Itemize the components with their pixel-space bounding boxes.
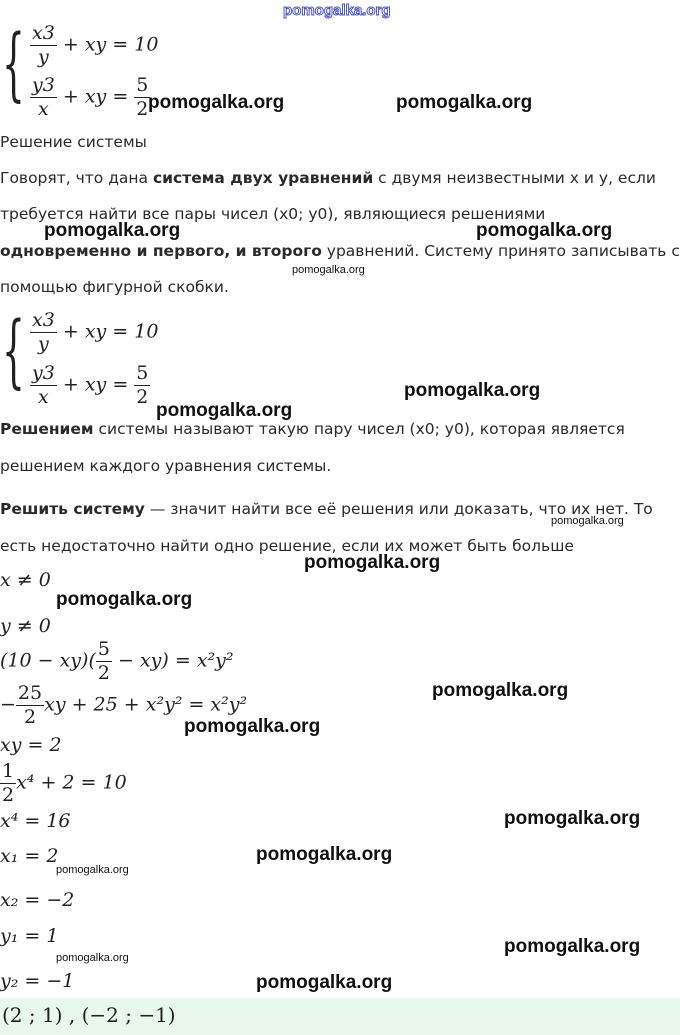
paragraph-line: помощью фигурной скобки. [0, 278, 229, 296]
paragraph-line: Говорят, что дана система двух уравнений с двумя неизвестными x и y, если [0, 169, 656, 187]
answer-text: (2 ; 1) , (−2 ; −1) [2, 1003, 176, 1027]
watermark-small[interactable]: pomogalka.org [292, 264, 365, 276]
curly-brace: { [2, 17, 25, 110]
watermark[interactable]: pomogalka.org [432, 680, 569, 701]
paragraph-line: Решением системы называют такую пару чисел (x0; y0), которая является [0, 420, 625, 438]
watermark[interactable]: pomogalka.org [156, 400, 293, 421]
paragraph-line: требуется найти все пары чисел (x0; y0), являющиеся решениями [0, 205, 546, 223]
watermark[interactable]: pomogalka.org [304, 552, 441, 573]
watermark[interactable]: pomogalka.org [396, 92, 533, 113]
watermark[interactable]: pomogalka.org [504, 936, 641, 957]
watermark[interactable]: pomogalka.org [504, 808, 641, 829]
system-eq2 [30, 76, 150, 119]
paragraph-line: одновременно и первого, и второго уравнений. Систему принято записывать с [0, 242, 680, 260]
answer-box [0, 998, 680, 1035]
step-x1: x₁ = 2 [0, 845, 59, 867]
step-x2: x₂ = −2 [0, 889, 75, 911]
eq2-mid: + xy = [62, 85, 129, 108]
paragraph-line: есть недостаточно найти одно решение, если их может быть больше [0, 537, 574, 555]
step-y-nonzero: y ≠ 0 [0, 615, 51, 637]
watermark[interactable]: pomogalka.org [44, 220, 181, 241]
watermark-top[interactable]: pomogalka.org [283, 2, 391, 19]
step-substitute: $\frac{1}{2}$ x⁴ + 2 = 10 [2, 760, 127, 806]
watermark[interactable]: pomogalka.org [404, 380, 541, 401]
step-product: (10 − xy)( $\frac{5}{2}$ − xy) = x²y² [0, 638, 234, 684]
step-y2: y₂ = −1 [0, 970, 75, 992]
step-y1: y₁ = 1 [0, 925, 59, 947]
watermark[interactable]: pomogalka.org [256, 972, 393, 993]
eq2-rnum: 5 [136, 74, 149, 96]
step-x-nonzero: x ≠ 0 [0, 569, 51, 591]
watermark[interactable]: pomogalka.org [256, 844, 393, 865]
step-expand: − $\frac{25}{2}$ xy + 25 + x²y² = x²y² [0, 682, 248, 728]
eq2-num: y3 [32, 74, 55, 96]
eq1-rest: + xy = 10 [62, 33, 159, 56]
watermark[interactable]: pomogalka.org [148, 92, 285, 113]
section-heading: Решение системы [0, 133, 147, 151]
system-eq2: $\frac{y3}{x}$ + xy = $\frac{5}{2}$ [32, 362, 149, 408]
watermark[interactable]: pomogalka.org [56, 589, 193, 610]
system-eq1: $\frac{x3}{y}$ + xy = 10 [32, 309, 159, 355]
paragraph-line: решением каждого уравнения системы. [0, 457, 332, 475]
curly-brace: { [2, 304, 25, 397]
watermark-small[interactable]: pomogalka.org [56, 864, 129, 876]
eq1-den: y [38, 46, 49, 68]
paragraph-line: Решить систему — значит найти все её решения или доказать, что их нет. То [0, 500, 653, 518]
step-x4: x⁴ = 16 [0, 810, 71, 832]
eq2-rden: 2 [136, 98, 149, 120]
watermark-small[interactable]: pomogalka.org [551, 515, 624, 527]
watermark-small[interactable]: pomogalka.org [56, 952, 129, 964]
watermark[interactable]: pomogalka.org [476, 220, 613, 241]
system-eq1 [30, 24, 158, 67]
watermark[interactable]: pomogalka.org [184, 716, 321, 737]
step-xy: xy = 2 [0, 734, 62, 756]
eq2-den: x [38, 98, 49, 120]
eq1-num: x3 [32, 22, 55, 44]
